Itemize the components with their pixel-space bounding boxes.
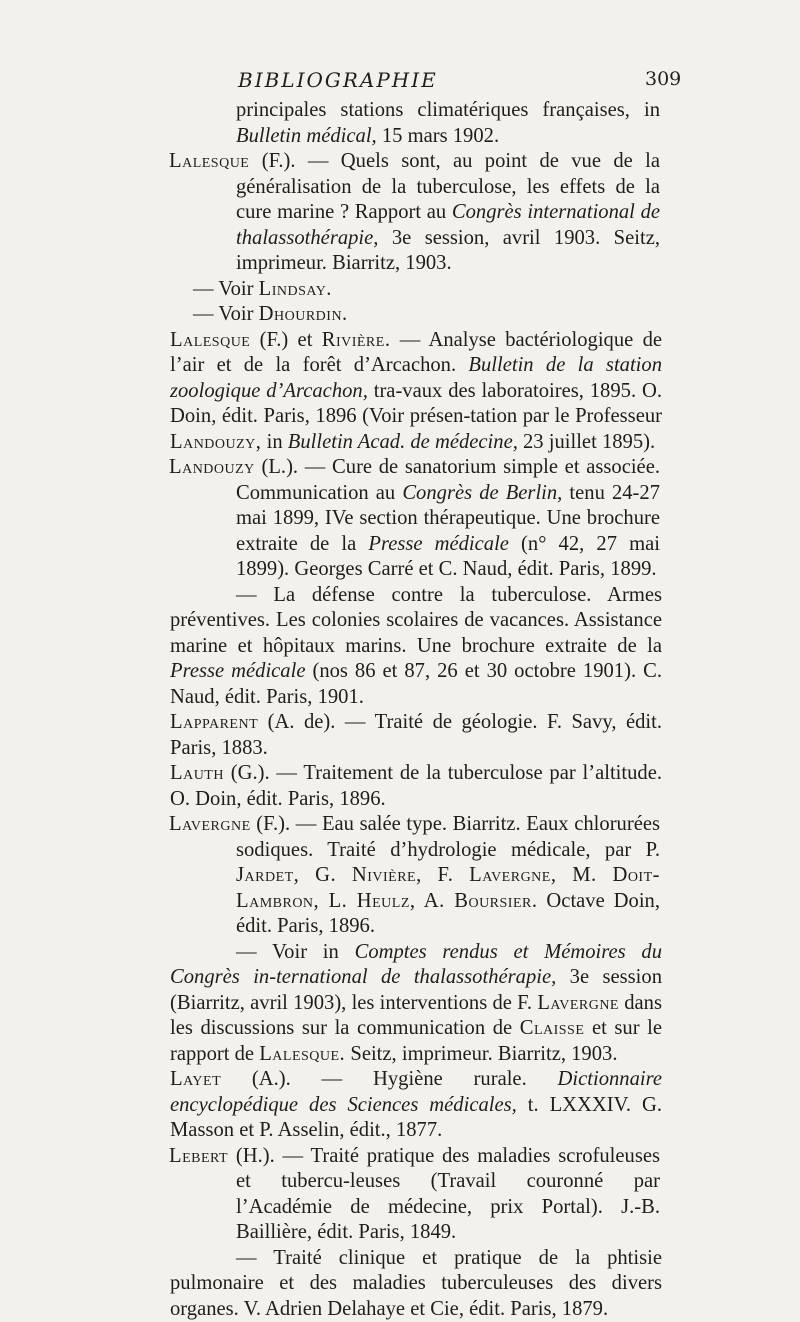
entry-author: Lapparent bbox=[170, 711, 258, 733]
bibliography-body bbox=[0, 98, 800, 1322]
entry-see-lindsay: — Voir Lindsay. bbox=[0, 277, 800, 303]
entry-lavergne-2: — Voir in Comptes rendus et Mémoires du Congrès in-ternational de thalassothérapie, 3e session (Biarritz, avril 1903), les interventions de F. Lavergne dans les discussions sur la communication de Claisse et sur le rapport de Lalesque. Seitz, imprimeur. Biarritz, 1903. bbox=[0, 940, 800, 1068]
entry-layet: Layet (A.). — Hygiène rurale. Dictionnaire encyclopédique des Sciences médicales, t. LXXXIV. G. Masson et P. Asselin, édit., 1877. bbox=[0, 1067, 800, 1144]
entry-lalesque-1: Lalesque (F.). — Quels sont, au point de vue de la généralisation de la tuberculose, les effets de la cure marine ? Rapport au Congrès international de thalassothérapie, 3e session, avril 1903. Seitz, imprimeur. Biarritz, 1903. bbox=[0, 149, 800, 277]
entry-lapparent: Lapparent (A. de). — Traité de géologie. F. Savy, édit. Paris, 1883. bbox=[0, 710, 800, 761]
entry-lauth: Lauth (G.). — Traitement de la tuberculose par l’altitude. O. Doin, édit. Paris, 1896. bbox=[0, 761, 800, 812]
entry-lavergne-1: Lavergne (F.). — Eau salée type. Biarritz. Eaux chlorurées sodiques. Traité d’hydrologie médicale, par P. Jardet, G. Nivière, F. Lavergne, M. Doit-Lambron, L. Heulz, A. Boursier. Octave Doin, édit. Paris, 1896. bbox=[0, 812, 800, 940]
entry-author: Lebert bbox=[169, 1145, 228, 1167]
entry-see-dhourdin: — Voir Dhourdin. bbox=[0, 302, 800, 328]
entry-landouzy-1: Landouzy (L.). — Cure de sanatorium simple et associée. Communication au Congrès de Berlin, tenu 24-27 mai 1899, IVe section thérapeutique. Une brochure extraite de la Presse médicale (n° 42, 27 mai 1899). Georges Carré et C. Naud, édit. Paris, 1899. bbox=[0, 455, 800, 583]
entry-author: Layet bbox=[170, 1068, 221, 1090]
entry-landouzy-2: — La défense contre la tuberculose. Armes préventives. Les colonies scolaires de vacances. Assistance marine et hôpitaux marins. Une brochure extraite de la Presse médicale (nos 86 et 87, 26 et 30 octobre 1901). C. Naud, édit. Paris, 1901. bbox=[0, 583, 800, 711]
entry-author: Lavergne bbox=[169, 813, 251, 835]
entry-author: Lalesque bbox=[169, 150, 249, 172]
entry-lebert-1: Lebert (H.). — Traité pratique des maladies scrofuleuses et tubercu-leuses (Travail couronné par l’Académie de médecine, prix Portal). J.-B. Baillière, édit. Paris, 1849. bbox=[0, 1144, 800, 1246]
page-number: 309 bbox=[645, 68, 681, 90]
entry-author: Lauth bbox=[170, 762, 224, 784]
entry-author: Landouzy bbox=[169, 456, 255, 478]
entry-continuation: principales stations climatériques françaises, in Bulletin médical, 15 mars 1902. bbox=[0, 98, 800, 149]
entry-lalesque-riviere: Lalesque (F.) et Rivière. — Analyse bactériologique de l’air et de la forêt d’Arcachon. Bulletin de la station zoologique d’Arcachon, tra-vaux des laboratoires, 1895. O. Doin, édit. Paris, 1896 (Voir présen-tation par le Professeur Landouzy, in Bulletin Acad. de médecine, 23 juillet 1895). bbox=[0, 328, 800, 456]
entry-lebert-2: — Traité clinique et pratique de la phtisie pulmonaire et des maladies tuberculeuses des divers organes. V. Adrien Delahaye et Cie, édit. Paris, 1879. bbox=[0, 1246, 800, 1322]
running-title: BIBLIOGRAPHIE bbox=[238, 68, 438, 92]
entry-author: Lalesque bbox=[170, 329, 250, 351]
running-header bbox=[0, 66, 800, 96]
